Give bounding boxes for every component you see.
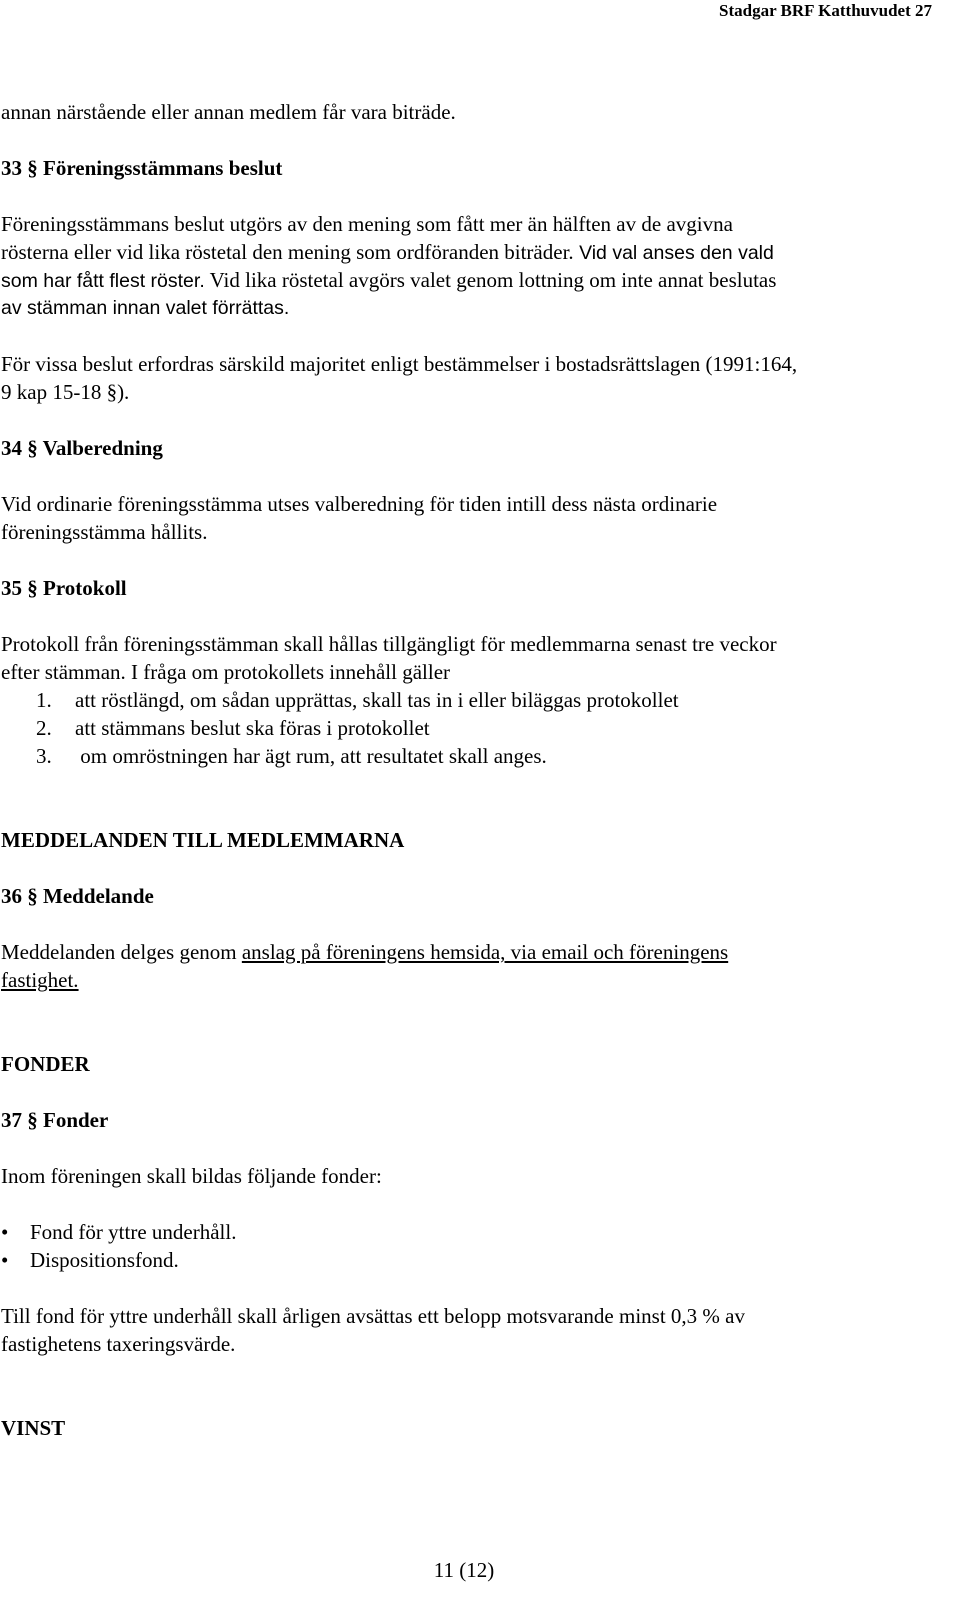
s33-p2-line1: För vissa beslut erfordras särskild majoritet enligt bestämmelser i bostadsrättslagen (1991:164, [1, 352, 798, 376]
section-34-heading: 34 § Valberedning [1, 436, 163, 460]
list-item-number: 3. [36, 744, 52, 768]
list-item: om omröstningen har ägt rum, att resultatet skall anges. [75, 744, 547, 768]
section-35-heading: 35 § Protokoll [1, 576, 127, 600]
s36-line2: fastighet. [1, 968, 79, 992]
bullet: • [1, 1220, 9, 1244]
bullet: • [1, 1248, 9, 1272]
s33-p2-line2: 9 kap 15-18 §). [1, 380, 130, 404]
section-33-heading: 33 § Föreningsstämmans beslut [1, 156, 283, 180]
s33-p1-line2b: Vid val anses den vald [573, 242, 774, 264]
s33-p1-line2 [1, 238, 774, 267]
s33-p1-line3a: som har fått flest röster. [1, 270, 205, 292]
s33-p1-line1: Föreningsstämmans beslut utgörs av den mening som fått mer än hälften av de avgivna [1, 212, 733, 236]
s35-p1-line2: efter stämman. I fråga om protokollets innehåll gäller [1, 660, 451, 684]
s37-p-line1: Till fond för yttre underhåll skall årligen avsättas ett belopp motsvarande minst 0,3 % av [1, 1304, 745, 1328]
s36-line1b: anslag på föreningens hemsida, via email och föreningens [241, 940, 729, 964]
section-36-heading: 36 § Meddelande [1, 884, 154, 908]
fonder-title: FONDER [1, 1052, 90, 1076]
s33-p1-line3b: Vid lika röstetal avgörs valet genom lottning om inte annat beslutas [204, 268, 777, 292]
page-number: 11 (12) [433, 1558, 495, 1582]
s35-p1-line1: Protokoll från föreningsstämman skall hållas tillgängligt för medlemmarna senast tre veckor [1, 632, 777, 656]
running-header: Stadgar BRF Katthuvudet 27 [719, 1, 932, 20]
s34-p1-line1: Vid ordinarie föreningsstämma utses valberedning för tiden intill dess nästa ordinarie [1, 492, 718, 516]
intro-text: annan närstående eller annan medlem får vara biträde. [1, 100, 456, 124]
list-item-number: 2. [36, 716, 52, 740]
list-item-number: 1. [36, 688, 52, 712]
vinst-title: VINST [1, 1416, 66, 1440]
s33-p1-line4: av stämman innan valet förrättas. [1, 297, 290, 319]
list-item: att röstlängd, om sådan upprättas, skall tas in i eller biläggas protokollet [75, 688, 679, 712]
s36-line1a: Meddelanden delges genom [1, 940, 242, 964]
s37-p-line2: fastighetens taxeringsvärde. [1, 1332, 236, 1356]
bullet-item: Fond för yttre underhåll. [30, 1220, 237, 1244]
s34-p1-line2: föreningsstämma hållits. [1, 520, 208, 544]
s37-intro: Inom föreningen skall bildas följande fonder: [1, 1164, 382, 1188]
list-item: att stämmans beslut ska föras i protokollet [75, 716, 430, 740]
meddelanden-title: MEDDELANDEN TILL MEDLEMMARNA [1, 828, 405, 852]
s33-p1-line3 [1, 266, 776, 295]
s33-p1-line2a: rösterna eller vid lika röstetal den mening som ordföranden biträder. [1, 240, 574, 264]
section-37-heading: 37 § Fonder [1, 1108, 109, 1132]
bullet-item: Dispositionsfond. [30, 1248, 179, 1272]
s36-line1 [1, 938, 728, 966]
